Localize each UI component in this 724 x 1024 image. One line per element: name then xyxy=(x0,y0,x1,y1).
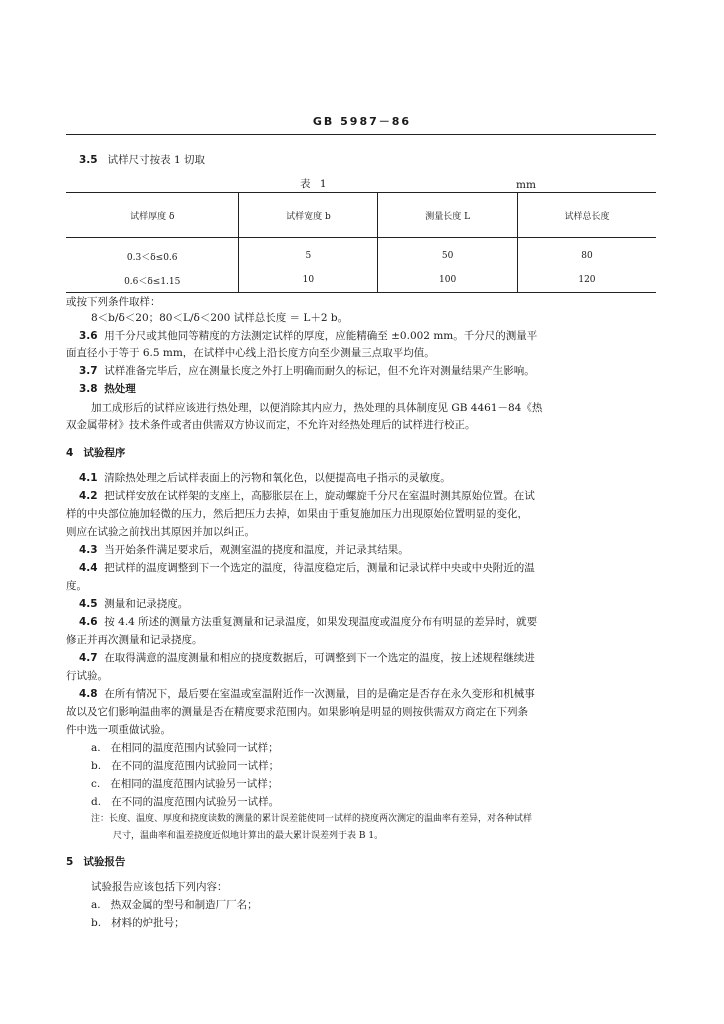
specimen-size-table xyxy=(66,192,656,293)
clause-text: 行试验。 xyxy=(66,670,108,682)
clause-text: 在所有情况下，最后要在室温或室温附近作一次测量，目的是确定是否存在永久变形和机械事 xyxy=(104,688,535,700)
section-number: 4 xyxy=(66,447,74,459)
table-header-cell: 试样厚度 δ xyxy=(66,193,239,238)
clause-text: 件中选一项重做试验。 xyxy=(66,724,171,736)
clause-3-5 xyxy=(79,153,205,167)
clause-4-1 xyxy=(79,471,451,485)
clause-4-2 xyxy=(79,489,535,503)
clause-4-3 xyxy=(79,543,409,557)
clause-4-6 xyxy=(79,615,537,629)
table-caption: 表 1 xyxy=(300,178,330,190)
clause-number: 4.5 xyxy=(79,598,98,610)
clause-number: 4.3 xyxy=(79,544,98,556)
clause-number: 4.2 xyxy=(79,490,98,502)
list-text: 在不同的温度范围内试验同一试样； xyxy=(111,760,280,772)
table-header-cell: 测量长度 L xyxy=(378,193,518,238)
clause-4-4 xyxy=(79,561,535,575)
list-marker: c. xyxy=(91,778,101,790)
report-intro: 试验报告应该包括下列内容： xyxy=(91,881,228,893)
standard-header: GB 5987－86 xyxy=(312,115,412,128)
table-cell: 120 xyxy=(517,268,656,293)
clause-text: 测量和记录挠度。 xyxy=(104,598,189,610)
section-title: 试验程序 xyxy=(83,447,126,459)
note-text: 长度、温度、厚度和挠度读数的测量的累计误差能使同一试样的挠度两次测定的温曲率有差异，对各种试样 xyxy=(109,814,533,824)
clause-number: 3.8 xyxy=(79,383,98,395)
clause-4-8 xyxy=(79,687,535,701)
clause-text: 修正并再次测量和记录挠度。 xyxy=(66,634,203,646)
clause-text: 把试样的温度调整到下一个选定的温度，待温度稳定后，测量和记录试样中央或中央附近的温 xyxy=(104,562,535,574)
table-row xyxy=(66,238,656,269)
list-item xyxy=(91,916,185,930)
table-header-cell: 试样宽度 b xyxy=(239,193,378,238)
clause-number: 4.6 xyxy=(79,616,98,628)
table-cell: 50 xyxy=(378,238,518,269)
note-text: 尺寸，温曲率和温差挠度近似地计算出的最大累计误差列于表 B 1。 xyxy=(113,831,384,841)
table-cell: 0.6＜δ≤1.15 xyxy=(66,268,239,293)
header-rule xyxy=(66,134,656,135)
note-mark: 注： xyxy=(91,814,110,824)
list-marker: b. xyxy=(91,917,102,929)
list-marker: a. xyxy=(91,899,101,911)
alt-condition-line: 或按下列条件取样： xyxy=(66,296,161,308)
list-item xyxy=(91,741,279,755)
list-text: 在不同的温度范围内试验另一试样。 xyxy=(111,796,280,808)
table-cell: 5 xyxy=(239,238,378,269)
list-marker: a. xyxy=(91,742,101,754)
clause-text: 则应在试验之前找出其原因并加以纠正。 xyxy=(66,526,255,538)
clause-text: 当开始条件满足要求后，观测室温的挠度和温度，并记录其结果。 xyxy=(104,544,409,556)
list-marker: b. xyxy=(91,760,102,772)
table-row xyxy=(66,268,656,293)
list-marker: d. xyxy=(91,796,102,808)
clause-text: 故以及它们影响温曲率的测量是否在精度要求范围内。如果影响是明显的则按供需双方商定在下列条 xyxy=(66,706,528,718)
clause-text: 用千分尺或其他同等精度的方法测定试样的厚度，应能精确至 ±0.002 mm。千分尺的测量平 xyxy=(104,330,538,342)
section-5-heading xyxy=(66,855,125,869)
list-item xyxy=(91,898,258,912)
list-item xyxy=(91,795,279,809)
table-cell: 80 xyxy=(517,238,656,269)
clause-text: 按 4.4 所述的测量方法重复测量和记录温度，如果发现温度或温度分布有明显的差异时，就要 xyxy=(104,616,538,628)
clause-3-7 xyxy=(79,364,535,378)
clause-number: 4.8 xyxy=(79,688,98,700)
list-text: 在相同的温度范围内试验同一试样； xyxy=(110,742,279,754)
clause-text: 双金属带材》技术条件或者由供需双方协议而定，不允许对经热处理后的试样进行校正。 xyxy=(66,419,476,431)
list-item xyxy=(91,777,278,791)
list-item xyxy=(91,759,279,773)
clause-3-6 xyxy=(79,329,537,343)
section-title: 试验报告 xyxy=(83,856,126,868)
section-number: 5 xyxy=(66,856,74,868)
clause-number: 3.5 xyxy=(79,154,98,166)
table-header-cell: 试样总长度 xyxy=(517,193,656,238)
clause-number: 3.7 xyxy=(79,365,98,377)
list-text: 材料的炉批号； xyxy=(111,917,185,929)
clause-text: 试样尺寸按表 1 切取 xyxy=(107,154,205,166)
table-cell: 0.3＜δ≤0.6 xyxy=(126,252,178,263)
clause-text: 把试样安放在试样架的支座上，高膨胀层在上，旋动螺旋千分尺在室温时测其原始位置。在试 xyxy=(104,490,535,502)
clause-number: 4.1 xyxy=(79,472,98,484)
clause-text: 度。 xyxy=(66,580,87,592)
alt-condition-formula: 8＜b/δ＜20；80＜L/δ＜200 试样总长度 ＝ L＋2 b。 xyxy=(91,312,349,324)
clause-text: 加工成形后的试样应该进行热处理，以便消除其内应力，热处理的具体制度见 GB 4461－84《热 xyxy=(91,402,543,414)
clause-number: 3.6 xyxy=(79,330,98,342)
clause-text: 在取得满意的温度测量和相应的挠度数据后，可调整到下一个选定的温度，按上述规程继续进 xyxy=(104,652,535,664)
clause-text: 面直径小于等于 6.5 mm，在试样中心线上沿长度方向至少测量三点取平均值。 xyxy=(66,347,435,359)
list-text: 热双金属的型号和制造厂厂名； xyxy=(110,899,258,911)
clause-3-8 xyxy=(79,382,136,396)
clause-4-7 xyxy=(79,651,535,665)
clause-4-5 xyxy=(79,597,188,611)
list-text: 在相同的温度范围内试验另一试样； xyxy=(110,778,279,790)
note xyxy=(91,811,532,824)
table-header-row xyxy=(66,193,656,238)
clause-number: 4.7 xyxy=(79,652,98,664)
table-cell: 100 xyxy=(378,268,518,293)
clause-text: 样的中央部位施加轻微的压力，然后把压力去掉，如果由于重复施加压力出现原始位置明显的变化， xyxy=(66,508,528,520)
section-4-heading xyxy=(66,446,125,460)
clause-title: 热处理 xyxy=(104,383,136,395)
clause-number: 4.4 xyxy=(79,562,98,574)
clause-text: 清除热处理之后试样表面上的污物和氧化色，以便提高电子指示的灵敏度。 xyxy=(104,472,451,484)
table-cell: 10 xyxy=(239,268,378,293)
table-unit: mm xyxy=(516,179,536,191)
clause-text: 试样准备完毕后，应在测量长度之外打上明确而耐久的标记，但不允许对测量结果产生影响。 xyxy=(104,365,535,377)
